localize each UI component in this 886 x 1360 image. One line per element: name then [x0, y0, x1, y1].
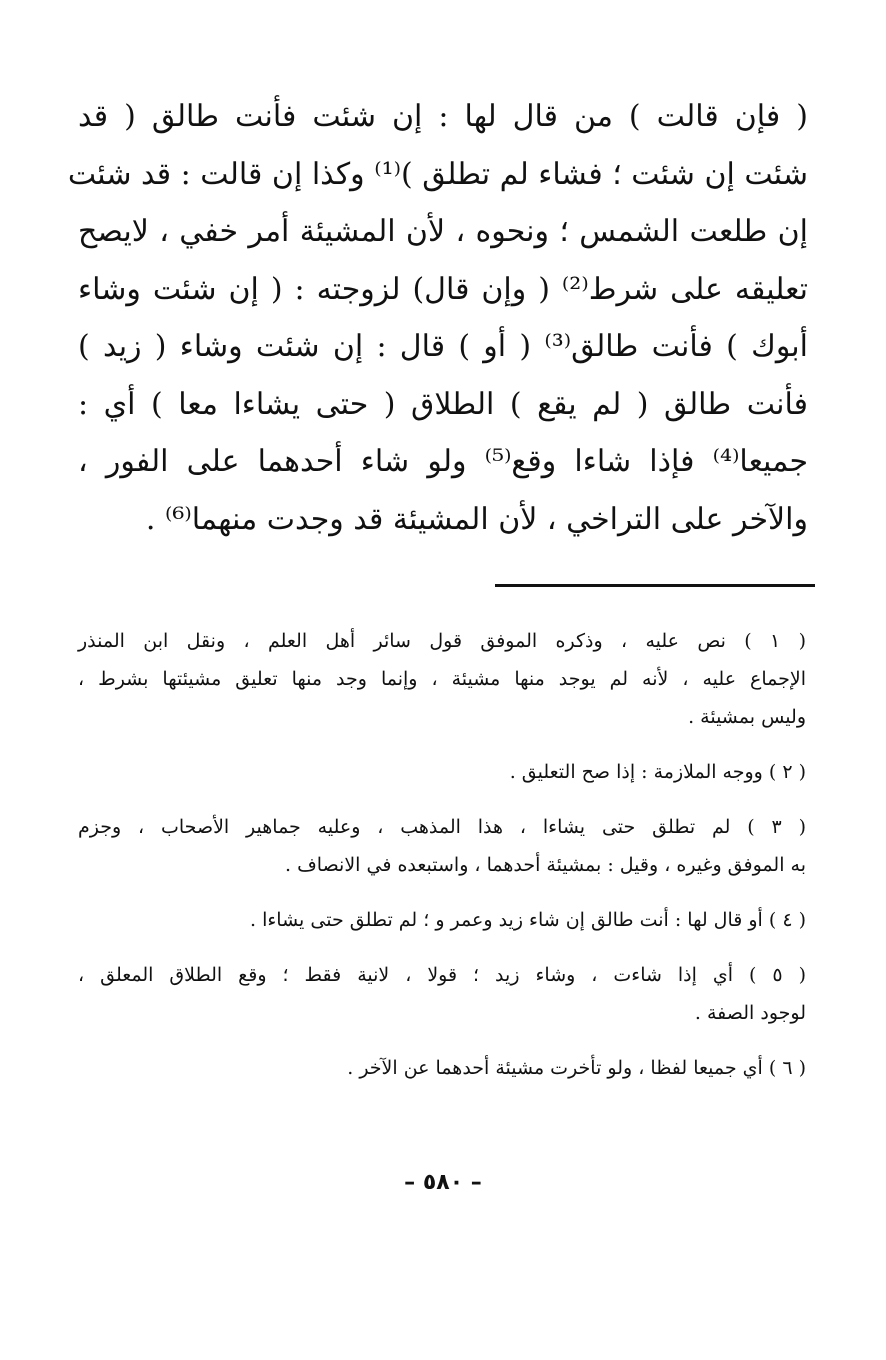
page-number: – ٥٨٠ – — [404, 1170, 482, 1195]
footnote-line: لوجود الصفة . — [694, 1002, 806, 1024]
main-text-line: أبوك ) فأنت طالق⁽³⁾ ( أو ) قال : إن شئت وشاء ( زيد ) — [78, 329, 808, 364]
footnote-1 — [78, 622, 806, 736]
main-text-line: إن طلعت الشمس ؛ ونحوه ، لأن المشيئة أمر خفي ، لايصح — [78, 214, 808, 249]
footnotes-block — [78, 622, 806, 1104]
footnote-line: الإجماع عليه ، لأنه لم يوجد منها مشيئة ، وإنما وجد منها تعليق مشيئتها بشرط ، — [78, 668, 806, 690]
main-text-line: شئت إن شئت ؛ فشاء لم تطلق )⁽¹⁾ وكذا إن قالت : قد شئت — [67, 156, 808, 192]
main-text-line: والآخر على التراخي ، لأن المشيئة قد وجدت منهما⁽⁶⁾ . — [145, 501, 808, 537]
footnote-line: ( ١ ) نص عليه ، وذكره الموفق قول سائر أهل العلم ، ونقل ابن المنذر — [78, 630, 806, 652]
footnote-divider — [495, 584, 815, 587]
footnote-line: به الموفق وغيره ، وقيل : بمشيئة أحدهما ، واستبعده في الانصاف . — [285, 854, 806, 876]
main-text-block — [67, 88, 808, 548]
main-text-line: تعليقه على شرط⁽²⁾ ( وإن قال) لزوجته : ( إن شئت وشاء — [78, 271, 808, 307]
main-text-line: جميعا⁽⁴⁾ فإذا شاءا وقع⁽⁵⁾ ولو شاء أحدهما على الفور ، — [78, 444, 808, 479]
footnote-line: وليس بمشيئة . — [688, 706, 806, 728]
footnote-3 — [78, 808, 806, 884]
footnote-5 — [78, 956, 806, 1032]
footnote-line: ( ٥ ) أي إذا شاءت ، وشاء زيد ؛ قولا ، لانية فقط ؛ وقع الطلاق المعلق ، — [78, 964, 806, 986]
footnote-line: ( ٢ ) ووجه الملازمة : إذا صح التعليق . — [509, 761, 806, 783]
footnote-6 — [78, 1049, 806, 1087]
footnote-4 — [78, 901, 806, 939]
main-text-line: ( فإن قالت ) من قال لها : إن شئت فأنت طالق ( قد — [78, 99, 808, 134]
main-text-line: فأنت طالق ( لم يقع ) الطلاق ( حتى يشاءا معا ) أي : — [78, 386, 808, 422]
footnote-line: ( ٤ ) أو قال لها : أنت طالق إن شاء زيد وعمر و ؛ لم تطلق حتى يشاءا . — [250, 909, 806, 931]
footnote-line: ( ٦ ) أي جميعا لفظا ، ولو تأخرت مشيئة أحدهما عن الآخر . — [347, 1057, 806, 1079]
footnote-line: ( ٣ ) لم تطلق حتى يشاءا ، هذا المذهب ، وعليه جماهير الأصحاب ، وجزم — [78, 816, 806, 838]
footnote-2 — [78, 753, 806, 791]
